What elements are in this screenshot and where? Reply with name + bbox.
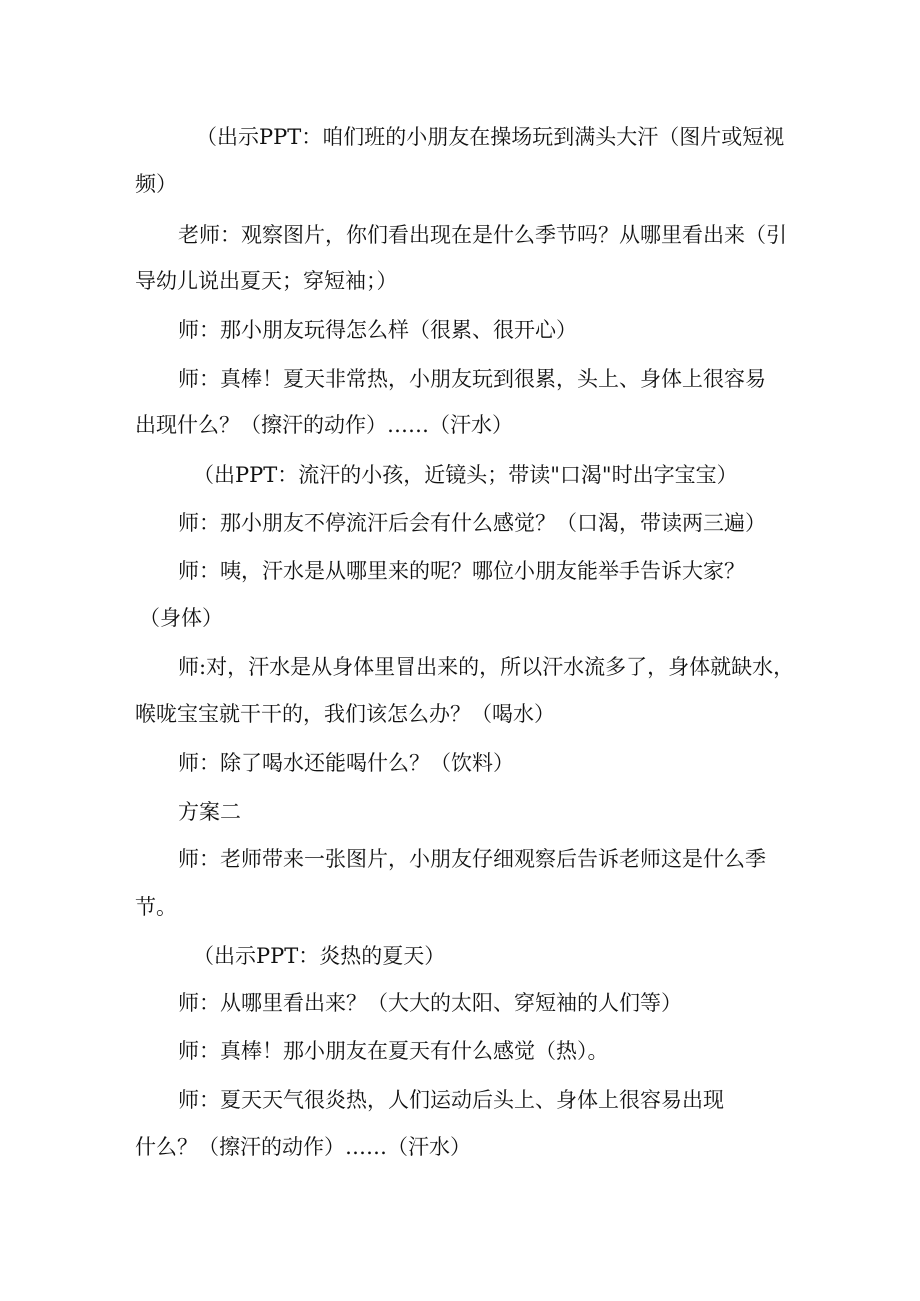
text-line-11: （身体） bbox=[139, 606, 223, 630]
text-line-2: 频） bbox=[135, 172, 177, 196]
text-line-16: 师：老师带来一张图片，小朋友仔细观察后告诉老师这是什么季 bbox=[178, 847, 766, 871]
text-line-8: （出PPT：流汗的小孩，近镜头；带读"口渴"时出字宝宝） bbox=[193, 463, 738, 487]
text-line-17: 节。 bbox=[135, 895, 177, 919]
text-line-3: 老师：观察图片，你们看出现在是什么季节吗？从哪里看出来（引 bbox=[178, 223, 787, 247]
text-line-18: （出示PPT：炎热的夏天） bbox=[193, 944, 446, 968]
text-line-21: 师：夏天天气很炎热，人们运动后头上、身体上很容易出现 bbox=[178, 1088, 724, 1112]
text-line-22: 什么？（擦汗的动作）……（汗水） bbox=[135, 1135, 471, 1159]
text-line-10: 师：咦，汗水是从哪里来的呢？哪位小朋友能举手告诉大家？ bbox=[178, 559, 745, 583]
text-line-20: 师：真棒！那小朋友在夏天有什么感觉（热）。 bbox=[178, 1039, 609, 1063]
text-line-14: 师：除了喝水还能喝什么？（饮料） bbox=[178, 751, 514, 775]
text-line-4: 导幼儿说出夏天；穿短袖；） bbox=[135, 269, 398, 293]
text-line-5: 师：那小朋友玩得怎么样（很累、很开心） bbox=[178, 318, 577, 342]
text-line-19: 师：从哪里看出来？（大大的太阳、穿短袖的人们等） bbox=[178, 991, 682, 1015]
text-line-12: 师:对，汗水是从身体里冒出来的，所以汗水流多了，身体就缺水， bbox=[178, 655, 795, 679]
text-line-9: 师：那小朋友不停流汗后会有什么感觉？（口渴，带读两三遍） bbox=[178, 511, 766, 535]
text-line-13: 喉咙宝宝就干干的，我们该怎么办？（喝水） bbox=[135, 702, 555, 726]
text-line-7: 出现什么？（擦汗的动作）……（汗水） bbox=[135, 413, 513, 437]
text-line-1: （出示PPT：咱们班的小朋友在操场玩到满头大汗（图片或短视 bbox=[196, 125, 785, 149]
section-heading: 方案二 bbox=[178, 800, 241, 824]
text-line-6: 师：真棒！夏天非常热，小朋友玩到很累，头上、身体上很容易 bbox=[178, 367, 766, 391]
